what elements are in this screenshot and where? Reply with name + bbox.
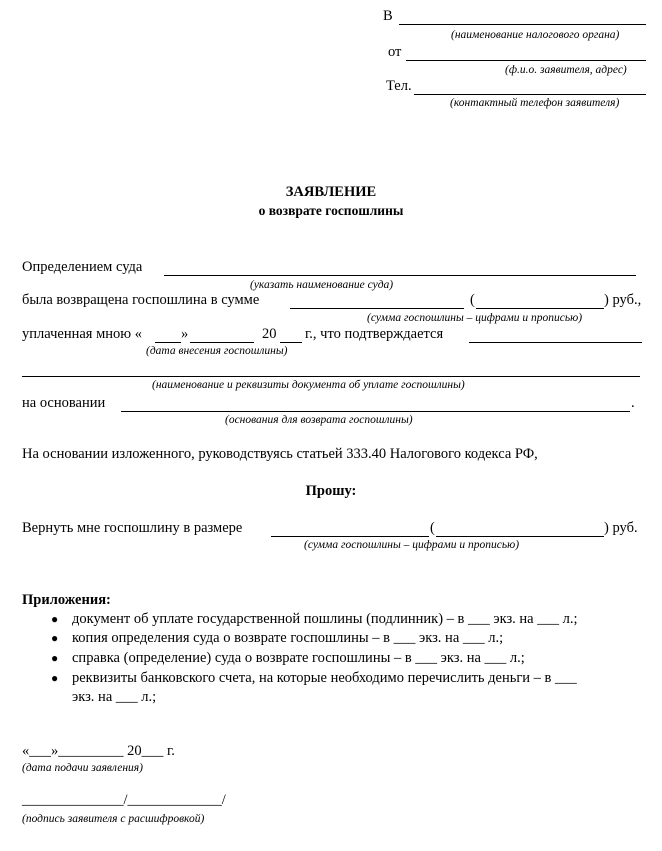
paid-year-line[interactable] <box>280 342 302 343</box>
document-subtitle: о возврате госпошлины <box>258 203 404 218</box>
bullet-icon: ● <box>51 631 59 645</box>
document-title: ЗАЯВЛЕНИЕ <box>285 184 377 200</box>
attachment-item: справка (определение) суда о возврате госпошлины – в ___ экз. на ___ л.; <box>72 650 525 666</box>
court-label: Определением суда <box>22 259 143 275</box>
amount-words-line[interactable] <box>476 308 604 309</box>
paid-day-line[interactable] <box>155 342 181 343</box>
attachments-heading: Приложения: <box>22 592 111 608</box>
paid-label: уплаченная мною « <box>22 326 142 342</box>
paid-document-line[interactable] <box>469 342 642 343</box>
payment-doc-line[interactable] <box>22 376 640 377</box>
from-label: от <box>388 44 402 60</box>
to-label: В <box>383 8 393 24</box>
signature-line[interactable]: ______________/_____________/ <box>22 792 226 808</box>
from-note: (ф.и.о. заявителя, адрес) <box>505 64 627 76</box>
amount-label: была возвращена госпошлина в сумме <box>22 292 260 308</box>
attachment-item: реквизиты банковского счета, на которые необходимо перечислить деньги – в ___ <box>72 670 577 686</box>
from-field-line[interactable] <box>406 60 646 61</box>
attachment-item-continued: экз. на ___ л.; <box>72 689 157 705</box>
submission-date-note: (дата подачи заявления) <box>22 762 143 774</box>
paid-confirm-label: г., что подтверждается <box>305 326 444 342</box>
court-field-line[interactable] <box>164 275 636 276</box>
phone-field-line[interactable] <box>414 94 646 95</box>
phone-note: (контактный телефон заявителя) <box>450 97 620 109</box>
phone-label: Тел. <box>386 78 412 94</box>
basis-paragraph: На основании изложенного, руководствуясь статьей 333.40 Налогового кодекса РФ, <box>22 446 538 462</box>
amount-digits-line[interactable] <box>290 308 464 309</box>
attachment-item: документ об уплате государственной пошлины (подлинник) – в ___ экз. на ___ л.; <box>72 611 578 627</box>
refund-label: Вернуть мне госпошлину в размере <box>22 520 243 536</box>
payment-doc-note: (наименование и реквизиты документа об уплате госпошлины) <box>152 379 465 391</box>
amount-tail: ) руб., <box>604 292 642 308</box>
bullet-icon: ● <box>51 671 59 685</box>
refund-paren-open: ( <box>430 520 435 536</box>
refund-note: (сумма госпошлины – цифрами и прописью) <box>304 539 520 551</box>
grounds-label: на основании <box>22 395 106 411</box>
paid-month-line[interactable] <box>190 342 254 343</box>
paid-date-note: (дата внесения госпошлины) <box>146 345 288 357</box>
request-heading: Прошу: <box>305 483 357 499</box>
bullet-icon: ● <box>51 612 59 626</box>
submission-date[interactable]: «___»_________ 20___ г. <box>22 743 175 759</box>
to-note: (наименование налогового органа) <box>451 29 620 41</box>
amount-note: (сумма госпошлины – цифрами и прописью) <box>367 312 583 324</box>
signature-note: (подпись заявителя с расшифровкой) <box>22 813 205 825</box>
paid-quote-close: » <box>181 326 189 342</box>
grounds-field-line[interactable] <box>121 411 630 412</box>
amount-paren-open: ( <box>470 292 475 308</box>
to-field-line[interactable] <box>399 24 646 25</box>
refund-digits-line[interactable] <box>271 536 429 537</box>
attachment-item: копия определения суда о возврате госпошлины – в ___ экз. на ___ л.; <box>72 630 504 646</box>
grounds-period: . <box>631 395 635 411</box>
grounds-note: (основания для возврата госпошлины) <box>225 414 413 426</box>
court-note: (указать наименование суда) <box>250 279 394 291</box>
refund-tail: ) руб. <box>604 520 638 536</box>
refund-words-line[interactable] <box>436 536 604 537</box>
paid-year-prefix: 20 <box>262 326 277 342</box>
bullet-icon: ● <box>51 651 59 665</box>
